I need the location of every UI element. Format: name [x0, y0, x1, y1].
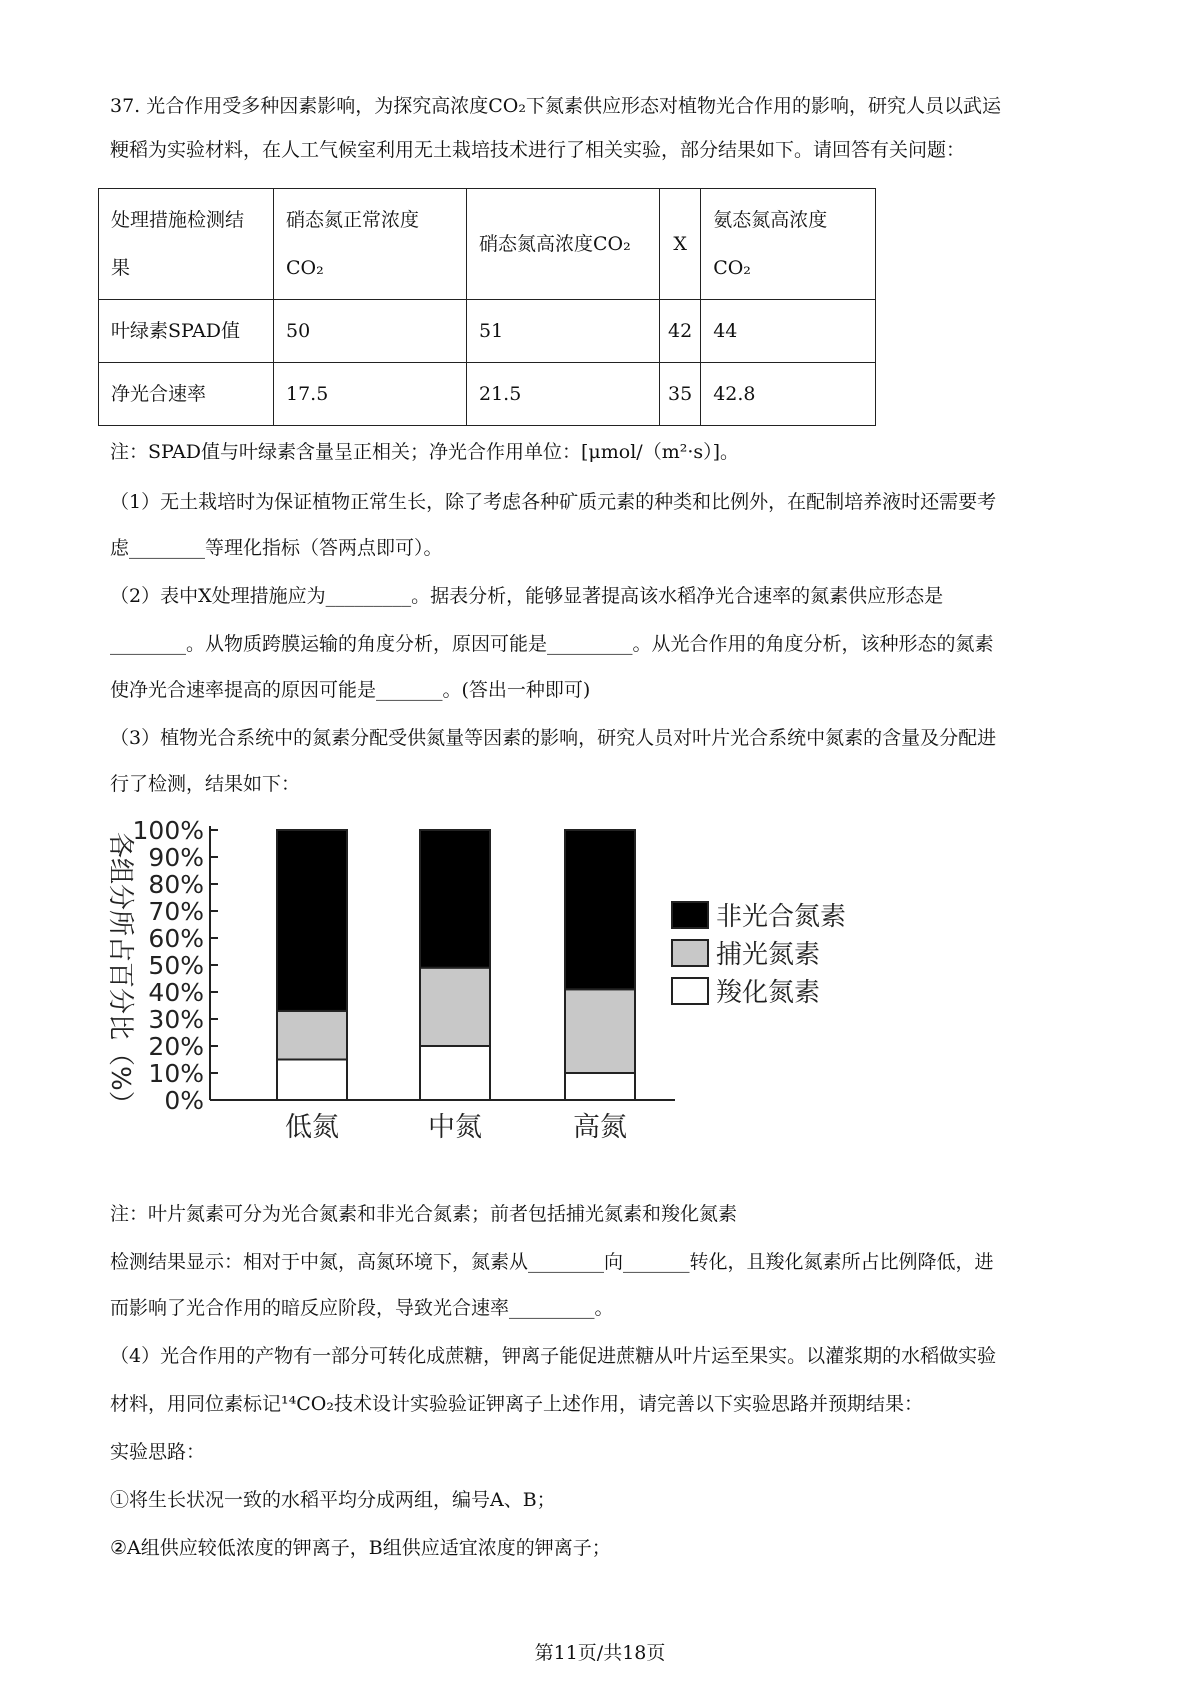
nitrogen-allocation-chart: [100, 820, 950, 1190]
table-row-label: 净光合速率: [99, 363, 274, 426]
page-footer: 第11页/共18页: [534, 1642, 666, 1664]
q4-line3: 实验思路：: [110, 1441, 206, 1463]
bar-segment: [420, 968, 490, 1046]
table-header-cell: X: [660, 189, 701, 300]
y-tick-label: 70%: [148, 897, 204, 926]
q3b-line1: 检测结果显示：相对于中氮，高氮环境下，氮素从________向_______转化，且羧化氮素所占比例降低，进: [110, 1251, 994, 1273]
y-axis-label: 各组分所占百分比（%）: [105, 832, 135, 1117]
question-intro-line2: 粳稻为实验材料，在人工气候室利用无土栽培技术进行了相关实验，部分结果如下。请回答有关问题：: [110, 139, 966, 161]
y-tick-label: 80%: [148, 870, 204, 899]
x-tick-label: 高氮: [573, 1112, 627, 1143]
table-header-cell: 硝态氮高浓度CO₂: [467, 189, 660, 300]
table-cell: 50: [274, 300, 467, 363]
table-cell: 17.5: [274, 363, 467, 426]
q4-line1: （4）光合作用的产物有一部分可转化成蔗糖，钾离子能促进蔗糖从叶片运至果实。以灌浆期的水稻做实验: [110, 1345, 997, 1367]
chart-note: 注：叶片氮素可分为光合氮素和非光合氮素；前者包括捕光氮素和羧化氮素: [110, 1203, 738, 1225]
table-header-row: [99, 189, 876, 300]
table-cell: 51: [467, 300, 660, 363]
bar-segment: [420, 830, 490, 968]
y-tick-label: 90%: [148, 843, 204, 872]
table-header-cell: 处理措施检测结果: [99, 189, 274, 300]
table-cell: 42: [660, 300, 701, 363]
q1-line2: 虑________等理化指标（答两点即可）。: [110, 537, 443, 559]
q2-line2: ________。从物质跨膜运输的角度分析，原因可能是_________。从光合作用的角度分析，该种形态的氮素: [110, 633, 994, 655]
legend-label: 非光合氮素: [716, 902, 847, 932]
table-row: [99, 363, 876, 426]
question-intro-line1: 37. 光合作用受多种因素影响，为探究高浓度CO₂下氮素供应形态对植物光合作用的影响，研究人员以武运: [110, 95, 1001, 117]
y-tick-label: 0%: [164, 1086, 204, 1115]
q4-step1: ①将生长状况一致的水稻平均分成两组，编号A、B；: [110, 1489, 556, 1511]
bar-segment: [277, 1060, 347, 1101]
y-tick-label: 30%: [148, 1005, 204, 1034]
bar-segment: [565, 989, 635, 1073]
q4-line2: 材料，用同位素标记¹⁴CO₂技术设计实验验证钾离子上述作用，请完善以下实验思路并预期结果：: [110, 1393, 923, 1415]
q3-line1: （3）植物光合系统中的氮素分配受供氮量等因素的影响，研究人员对叶片光合系统中氮素的含量及分配进: [110, 727, 997, 749]
results-table: [98, 188, 876, 426]
q3-line2: 行了检测，结果如下：: [110, 773, 301, 795]
table-header-cell: 氨态氮高浓度CO₂: [701, 189, 876, 300]
legend-label: 捕光氮素: [716, 940, 821, 970]
table-cell: 21.5: [467, 363, 660, 426]
y-tick-label: 100%: [132, 820, 204, 845]
table-cell: 35: [660, 363, 701, 426]
table-cell: 42.8: [701, 363, 876, 426]
table-header-cell: 硝态氮正常浓度CO₂: [274, 189, 467, 300]
y-tick-label: 40%: [148, 978, 204, 1007]
bar-segment: [565, 830, 635, 989]
table-note: 注：SPAD值与叶绿素含量呈正相关；净光合作用单位：[μmol/（m²·s）]。: [110, 441, 740, 463]
q2-line3: 使净光合速率提高的原因可能是_______。(答出一种即可): [110, 679, 591, 701]
table-row: [99, 300, 876, 363]
q1-line1: （1）无土栽培时为保证植物正常生长，除了考虑各种矿质元素的种类和比例外，在配制培养液时还需要考: [110, 491, 997, 513]
bar-segment: [277, 1011, 347, 1060]
y-tick-label: 60%: [148, 924, 204, 953]
q3b-line2: 而影响了光合作用的暗反应阶段，导致光合速率_________。: [110, 1297, 614, 1319]
legend-swatch: [672, 940, 708, 966]
x-tick-label: 低氮: [285, 1112, 339, 1143]
y-tick-label: 20%: [148, 1032, 204, 1061]
legend-swatch: [672, 978, 708, 1004]
y-tick-label: 10%: [148, 1059, 204, 1088]
x-tick-label: 中氮: [428, 1112, 482, 1143]
q4-step2: ②A组供应较低浓度的钾离子，B组供应适宜浓度的钾离子；: [110, 1537, 611, 1559]
y-tick-label: 50%: [148, 951, 204, 980]
table-cell: 44: [701, 300, 876, 363]
bar-segment: [565, 1073, 635, 1100]
q2-line1: （2）表中X处理措施应为_________。据表分析，能够显著提高该水稻净光合速率的氮素供应形态是: [110, 585, 944, 607]
bar-segment: [277, 830, 347, 1011]
bar-segment: [420, 1046, 490, 1100]
legend-swatch: [672, 902, 708, 928]
legend-label: 羧化氮素: [716, 978, 821, 1008]
table-row-label: 叶绿素SPAD值: [99, 300, 274, 363]
